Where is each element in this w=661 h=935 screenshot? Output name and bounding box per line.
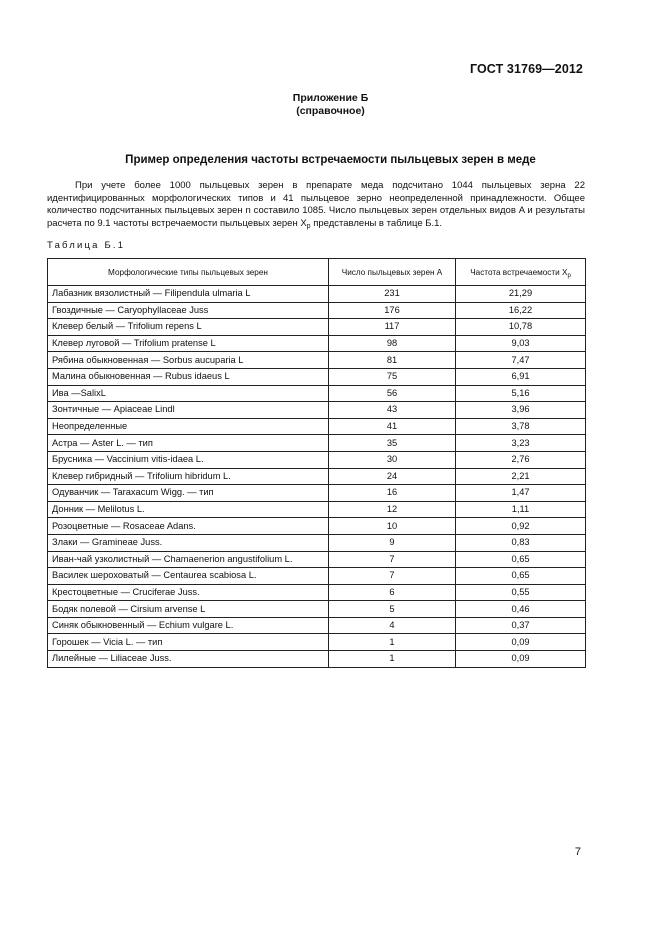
- table-row: [48, 319, 586, 336]
- row-frequency-cell: 2,21: [456, 468, 586, 485]
- row-frequency-cell: 9,03: [456, 335, 586, 352]
- table-row: [48, 501, 586, 518]
- header-grain-count: Число пыльцевых зерен A: [329, 259, 456, 286]
- row-name-cell: Астра — Aster L. — тип: [48, 435, 329, 452]
- table-row: [48, 568, 586, 585]
- row-count-cell: 10: [329, 518, 456, 535]
- row-frequency-cell: 3,78: [456, 418, 586, 435]
- row-count-cell: 176: [329, 302, 456, 319]
- paragraph-text: При учете более 1000 пыльцевых зерен в препарате меда подсчитано 1044 пыльцевых зерна 22 идентифицированных морфологических типов и 41 пыльцевое зерно неопределенной принадлежности. Общее количество подсчитанных пыльцевых зерен n составило 1085. Число пыльцевых зерен отдельных видов A и результаты расчета по 9.1 частоты встречаемости пыльцевых зерен X: [47, 180, 585, 229]
- row-name-cell: Зонтичные — Apiaceae Lindl: [48, 402, 329, 419]
- paragraph-text-end: представлены в таблице Б.1.: [310, 217, 443, 229]
- row-frequency-cell: 0,65: [456, 568, 586, 585]
- row-count-cell: 12: [329, 501, 456, 518]
- row-count-cell: 75: [329, 368, 456, 385]
- table-row: [48, 601, 586, 618]
- table-row: [48, 617, 586, 634]
- row-frequency-cell: 3,96: [456, 402, 586, 419]
- annex-subtitle: (справочное): [296, 105, 365, 117]
- table-row: [48, 385, 586, 402]
- row-name-cell: Горошек — Vicia L. — тип: [48, 634, 329, 651]
- row-count-cell: 1: [329, 651, 456, 668]
- row-frequency-cell: 21,29: [456, 286, 586, 303]
- row-name-cell: Иван-чай узколистный — Chamaenerion angustifolium L.: [48, 551, 329, 568]
- table-row: [48, 551, 586, 568]
- row-count-cell: 41: [329, 418, 456, 435]
- row-name-cell: Клевер белый — Trifolium repens L: [48, 319, 329, 336]
- row-frequency-cell: 1,11: [456, 501, 586, 518]
- row-count-cell: 81: [329, 352, 456, 369]
- row-name-cell: Клевер луговой — Trifolium pratense L: [48, 335, 329, 352]
- row-frequency-cell: 0,83: [456, 534, 586, 551]
- pollen-frequency-table: [47, 258, 586, 668]
- row-frequency-cell: 0,09: [456, 651, 586, 668]
- table-row: [48, 634, 586, 651]
- section-title: Пример определения частоты встречаемости пыльцевых зерен в меде: [125, 154, 536, 166]
- table-row: [48, 468, 586, 485]
- row-name-cell: Лабазник вязолистный — Filipendula ulmaria L: [48, 286, 329, 303]
- row-name-cell: Василек шероховатый — Centaurea scabiosa L.: [48, 568, 329, 585]
- row-name-cell: Крестоцветные — Cruciferae Juss.: [48, 584, 329, 601]
- row-count-cell: 1: [329, 634, 456, 651]
- row-name-cell: Рябина обыкновенная — Sorbus aucuparia L: [48, 352, 329, 369]
- table-row: [48, 485, 586, 502]
- row-name-cell: Розоцветные — Rosaceae Adans.: [48, 518, 329, 535]
- row-count-cell: 98: [329, 335, 456, 352]
- table-row: [48, 335, 586, 352]
- row-count-cell: 7: [329, 551, 456, 568]
- row-count-cell: 16: [329, 485, 456, 502]
- header-morphological-type: Морфологические типы пыльцевых зерен: [48, 259, 329, 286]
- row-count-cell: 35: [329, 435, 456, 452]
- row-frequency-cell: 6,91: [456, 368, 586, 385]
- row-count-cell: 56: [329, 385, 456, 402]
- row-frequency-cell: 0,55: [456, 584, 586, 601]
- annex-heading: [0, 92, 661, 118]
- row-name-cell: Донник — Melilotus L.: [48, 501, 329, 518]
- row-count-cell: 5: [329, 601, 456, 618]
- row-count-cell: 6: [329, 584, 456, 601]
- row-count-cell: 9: [329, 534, 456, 551]
- page-number: 7: [574, 846, 581, 858]
- row-frequency-cell: 0,46: [456, 601, 586, 618]
- table-row: [48, 418, 586, 435]
- header-frequency-subscript: p: [567, 272, 571, 279]
- row-frequency-cell: 0,65: [456, 551, 586, 568]
- row-count-cell: 4: [329, 617, 456, 634]
- row-name-cell: Клевер гибридный — Trifolium hibridum L.: [48, 468, 329, 485]
- row-count-cell: 7: [329, 568, 456, 585]
- paragraph-subscript: p: [306, 222, 311, 230]
- row-frequency-cell: 7,47: [456, 352, 586, 369]
- row-name-cell: Одуванчик — Taraxacum Wigg. — тип: [48, 485, 329, 502]
- row-frequency-cell: 1,47: [456, 485, 586, 502]
- row-frequency-cell: 0,09: [456, 634, 586, 651]
- table-row: [48, 402, 586, 419]
- row-count-cell: 24: [329, 468, 456, 485]
- row-name-cell: Синяк обыкновенный — Echium vulgare L.: [48, 617, 329, 634]
- row-frequency-cell: 0,37: [456, 617, 586, 634]
- row-count-cell: 43: [329, 402, 456, 419]
- table-header-row: [48, 259, 586, 286]
- table-caption: Таблица Б.1: [47, 240, 126, 251]
- table-row: [48, 302, 586, 319]
- table-row: [48, 352, 586, 369]
- table-row: [48, 584, 586, 601]
- row-name-cell: Ива —SalixL: [48, 385, 329, 402]
- row-frequency-cell: 0,92: [456, 518, 586, 535]
- row-count-cell: 231: [329, 286, 456, 303]
- table-row: [48, 286, 586, 303]
- row-name-cell: Гвоздичные — Caryophyllaceae Juss: [48, 302, 329, 319]
- table-row: [48, 651, 586, 668]
- annex-title: Приложение Б: [292, 92, 369, 104]
- table-body: [48, 286, 586, 668]
- table-row: [48, 368, 586, 385]
- table-row: [48, 435, 586, 452]
- standard-code: ГОСТ 31769—2012: [469, 62, 583, 76]
- table-row: [48, 534, 586, 551]
- header-frequency: [456, 259, 586, 286]
- header-frequency-label: Частота встречаемости X: [470, 267, 568, 277]
- row-count-cell: 117: [329, 319, 456, 336]
- table-row: [48, 518, 586, 535]
- table-row: [48, 451, 586, 468]
- row-name-cell: Малина обыкновенная — Rubus idaeus L: [48, 368, 329, 385]
- row-name-cell: Брусника — Vaccinium vitis-idaea L.: [48, 451, 329, 468]
- row-name-cell: Бодяк полевой — Cirsium arvense L: [48, 601, 329, 618]
- row-name-cell: Неопределенные: [48, 418, 329, 435]
- row-frequency-cell: 2,76: [456, 451, 586, 468]
- row-frequency-cell: 16,22: [456, 302, 586, 319]
- row-name-cell: Лилейные — Liliaceae Juss.: [48, 651, 329, 668]
- row-frequency-cell: 5,16: [456, 385, 586, 402]
- row-name-cell: Злаки — Gramineae Juss.: [48, 534, 329, 551]
- intro-paragraph: [47, 180, 585, 230]
- row-frequency-cell: 10,78: [456, 319, 586, 336]
- row-count-cell: 30: [329, 451, 456, 468]
- row-frequency-cell: 3,23: [456, 435, 586, 452]
